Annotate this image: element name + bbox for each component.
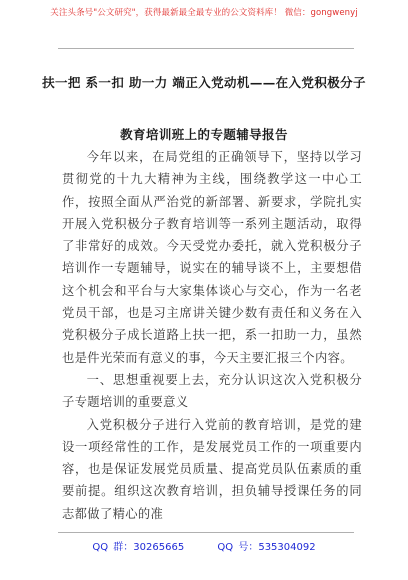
body-paragraph-1: 今年以来，在局党组的正确领导下，坚持以学习贯彻党的十九大精神为主线，围绕教学这一中心工作，按照全面从严治党的新部署、新要求，学院扎实开展入党积极分子教育培训等一系列主题活动，取得了非常好的成效。今天受党办委托，就入党积极分子培训作一专题辅导，说实在的辅导谈不上，主要想借这个机会和平台与大家集体谈心与交心，作为一名老党员干部，也是习主席讲关键少数有责任和义务在入党积极分子成长道路上扶一把，系一扣助一力，虽然也是件光荣而有意义的事，今天主要汇报三个内容。 xyxy=(62,150,362,365)
body-paragraph-2: 入党积极分子进行入党前的教育培训，是党的建设一项经常性的工作，是发展党员工作的一项重要内容，也是保证发展党员质量、提高党员队伍素质的重要前提。组织这次教育培训，担负辅导授课任务的同志都做了精心的准 xyxy=(62,417,362,521)
footer-qq-number: QQ 号：535304092 xyxy=(217,542,316,553)
section-heading-1: 一、思想重视要上去，充分认识这次入党积极分子专题培训的重要意义 xyxy=(62,372,362,410)
document-title-line-2: 教育培训班上的专题辅导报告 xyxy=(120,127,288,142)
document-title-line-1: 扶一把 系一扣 助一力 端正入党动机——在入党积极分子 xyxy=(42,75,366,90)
document-body xyxy=(62,146,362,525)
footer-qq-group: QQ 群：30265665 xyxy=(92,542,185,553)
header-divider xyxy=(58,48,354,49)
header-notice: 关注头条号"公文研究"，获得最新最全最专业的公文资料库！ 微信：gongwenyj xyxy=(50,8,358,18)
footer-divider xyxy=(58,532,354,533)
footer xyxy=(0,538,408,553)
